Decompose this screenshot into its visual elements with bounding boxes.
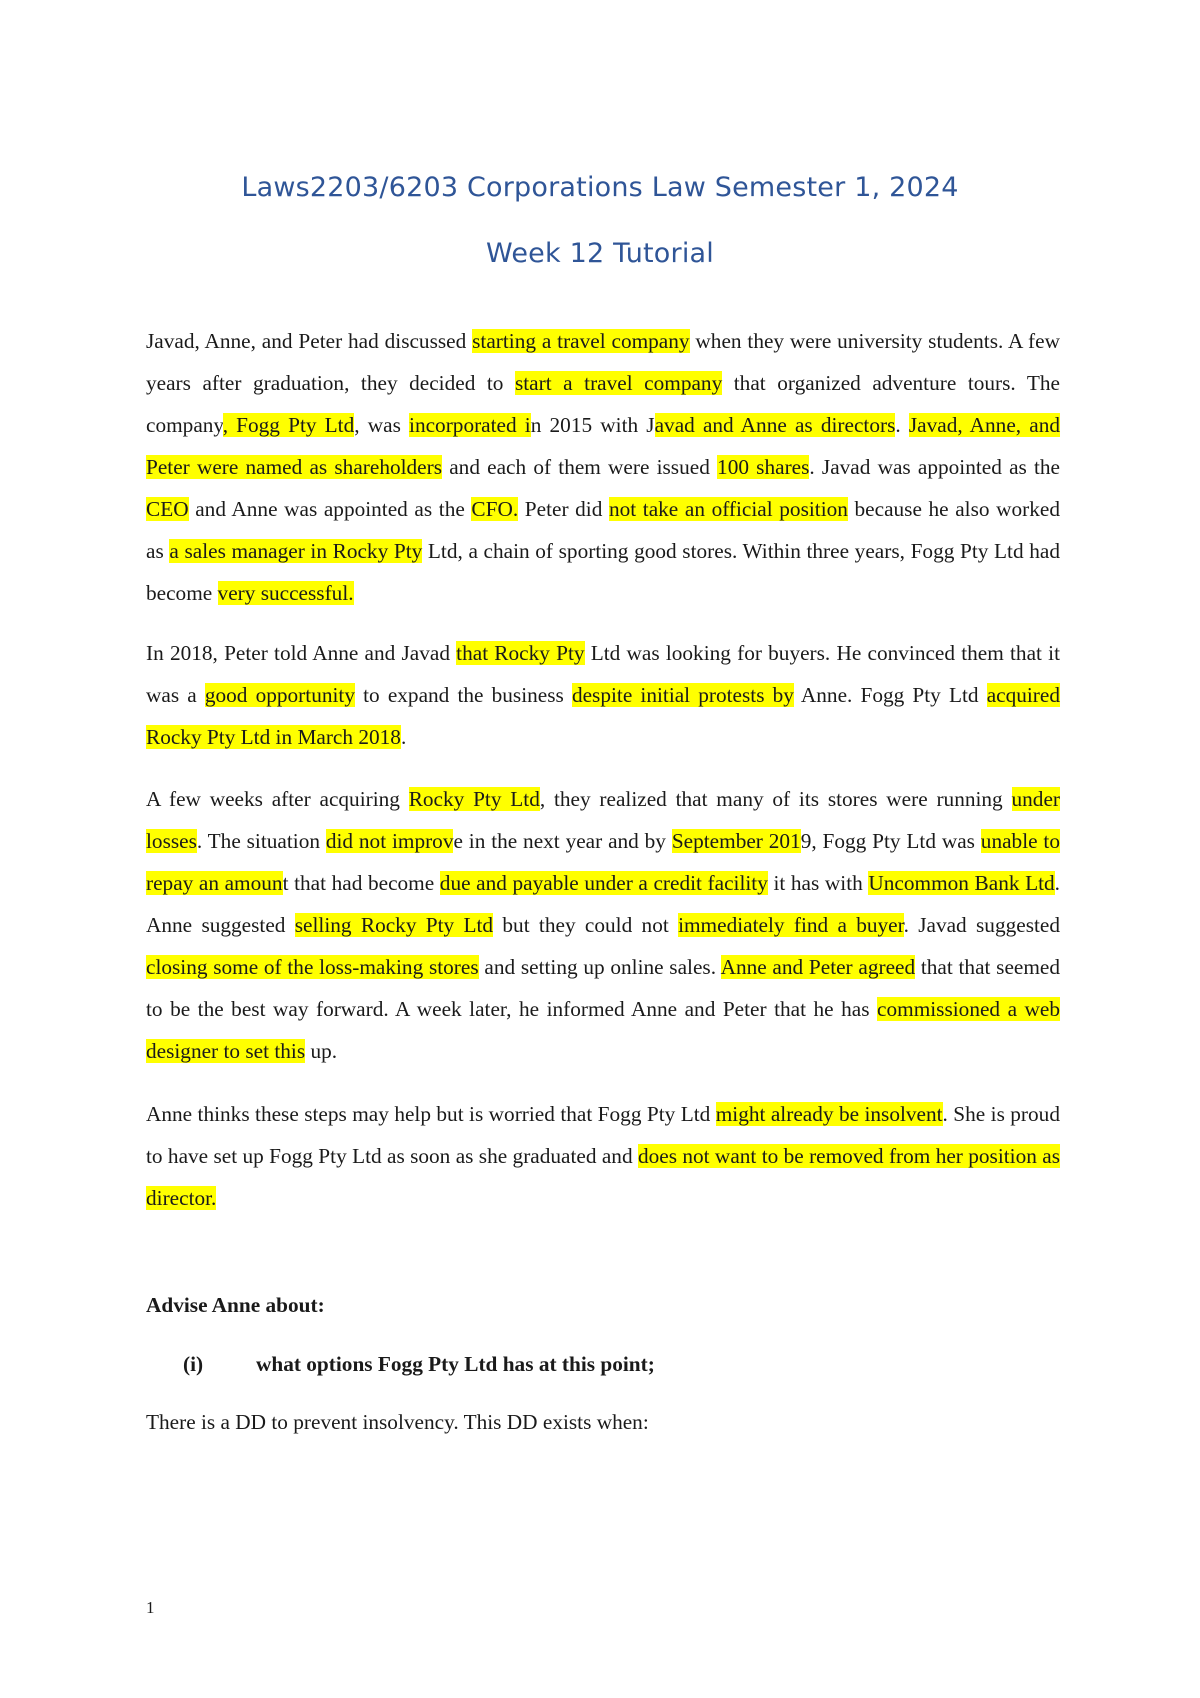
paragraph-text: e in the next year and by xyxy=(453,829,672,853)
highlighted-text: starting a travel company xyxy=(472,329,690,353)
question-text: what options Fogg Pty Ltd has at this point; xyxy=(256,1352,655,1376)
highlighted-text: might already be insolvent xyxy=(715,1102,943,1126)
paragraph-text: Peter did xyxy=(518,497,609,521)
highlighted-text: immediately find a buyer xyxy=(678,913,904,937)
highlighted-text: very successful. xyxy=(217,581,354,605)
highlighted-text: , Fogg Pty Ltd xyxy=(222,413,355,437)
highlighted-text: under losses xyxy=(146,787,1060,853)
paragraph-text: it has with xyxy=(767,871,869,895)
paragraph-text: to expand the business xyxy=(354,683,572,707)
highlighted-text: did not improv xyxy=(325,829,454,853)
paragraph-text: and setting up online sales. xyxy=(478,955,721,979)
paragraph-text: when they were university students. A few years after graduation, they decided to xyxy=(146,329,1060,395)
paragraph-text: Anne. Fogg Pty Ltd xyxy=(793,683,987,707)
highlighted-text: does not want to be removed from her position as director. xyxy=(146,1144,1060,1210)
highlighted-text: acquired Rocky Pty Ltd in March 2018 xyxy=(146,683,1060,749)
highlighted-text: due and payable under a credit facility xyxy=(439,871,768,895)
paragraph-text: . She is proud to have set up Fogg Pty Ltd as soon as she graduated and xyxy=(146,1102,1060,1168)
highlighted-text: unable to repay an amoun xyxy=(146,829,1060,895)
highlighted-text: start a travel company xyxy=(514,371,723,395)
paragraph-text: . Javad suggested xyxy=(903,913,1060,937)
paragraph-text: Javad, Anne, and Peter had discussed xyxy=(146,329,473,353)
highlighted-text: Uncommon Bank Ltd xyxy=(868,871,1055,895)
highlighted-text: 100 shares xyxy=(717,455,810,479)
document-subtitle: Week 12 Tutorial xyxy=(486,238,714,269)
highlighted-text: that Rocky Pty xyxy=(456,641,585,665)
paragraph-text: 9, Fogg Pty Ltd was xyxy=(800,829,981,853)
highlighted-text: Rocky Pty Ltd xyxy=(408,787,540,811)
paragraph-text: Ltd was looking for buyers. He convinced them that it was a xyxy=(146,641,1060,707)
paragraph-text: , they realized that many of its stores were running xyxy=(539,787,1012,811)
highlighted-text: September 201 xyxy=(671,829,801,853)
page-number: 1 xyxy=(146,1598,155,1617)
paragraph-text: but they could not xyxy=(493,913,679,937)
highlighted-text: CEO xyxy=(146,497,189,521)
highlighted-text: Javad, Anne, and Peter were named as shareholders xyxy=(146,413,1061,479)
highlighted-text: good opportunity xyxy=(204,683,355,707)
paragraph-text: . The situation xyxy=(196,829,326,853)
paragraph-3 xyxy=(146,778,1060,1072)
paragraph-text: that organized adventure tours. The company xyxy=(146,371,1060,437)
question-number: (i) xyxy=(183,1352,204,1376)
paragraph-text: that that seemed to be the best way forward. A week later, he informed Anne and Peter that he has xyxy=(146,955,1061,1021)
paragraph-1 xyxy=(146,320,1060,614)
paragraph-4 xyxy=(146,1093,1060,1219)
paragraph-text: up. xyxy=(305,1039,338,1063)
paragraph-text: . xyxy=(400,725,407,749)
highlighted-text: selling Rocky Pty Ltd xyxy=(294,913,494,937)
paragraph-text: Ltd, a chain of sporting good stores. Within three years, Fogg Pty Ltd had become xyxy=(146,539,1060,605)
highlighted-text: not take an official position xyxy=(608,497,848,521)
paragraph-2 xyxy=(146,632,1060,758)
paragraph-text: . Anne suggested xyxy=(146,871,1060,937)
paragraph-text: . Javad was appointed as the xyxy=(809,455,1061,479)
paragraph-text: n 2015 with J xyxy=(530,413,655,437)
highlighted-text: a sales manager in Rocky Pty xyxy=(169,539,423,563)
paragraph-text: because he also worked as xyxy=(146,497,1060,563)
paragraph-text: t that had become xyxy=(282,871,440,895)
paragraph-text: A few weeks after acquiring xyxy=(146,787,409,811)
highlighted-text: despite initial protests by xyxy=(571,683,794,707)
highlighted-text: avad and Anne as directors xyxy=(654,413,896,437)
document-title: Laws2203/6203 Corporations Law Semester 1, 2024 xyxy=(241,172,959,203)
advise-heading: Advise Anne about: xyxy=(146,1293,325,1317)
paragraph-text: In 2018, Peter told Anne and Javad xyxy=(146,641,457,665)
highlighted-text: Anne and Peter agreed xyxy=(720,955,916,979)
paragraph-text: and each of them were issued xyxy=(442,455,718,479)
highlighted-text: commissioned a web designer to set this xyxy=(146,997,1061,1063)
paragraph-text: and Anne was appointed as the xyxy=(188,497,472,521)
answer-line: There is a DD to prevent insolvency. This DD exists when: xyxy=(146,1410,649,1434)
paragraph-text: , was xyxy=(354,413,410,437)
highlighted-text: CFO. xyxy=(471,497,519,521)
highlighted-text: closing some of the loss-making stores xyxy=(146,955,479,979)
paragraph-text: Anne thinks these steps may help but is worried that Fogg Pty Ltd xyxy=(146,1102,716,1126)
highlighted-text: incorporated i xyxy=(409,413,531,437)
paragraph-text: . xyxy=(895,413,909,437)
